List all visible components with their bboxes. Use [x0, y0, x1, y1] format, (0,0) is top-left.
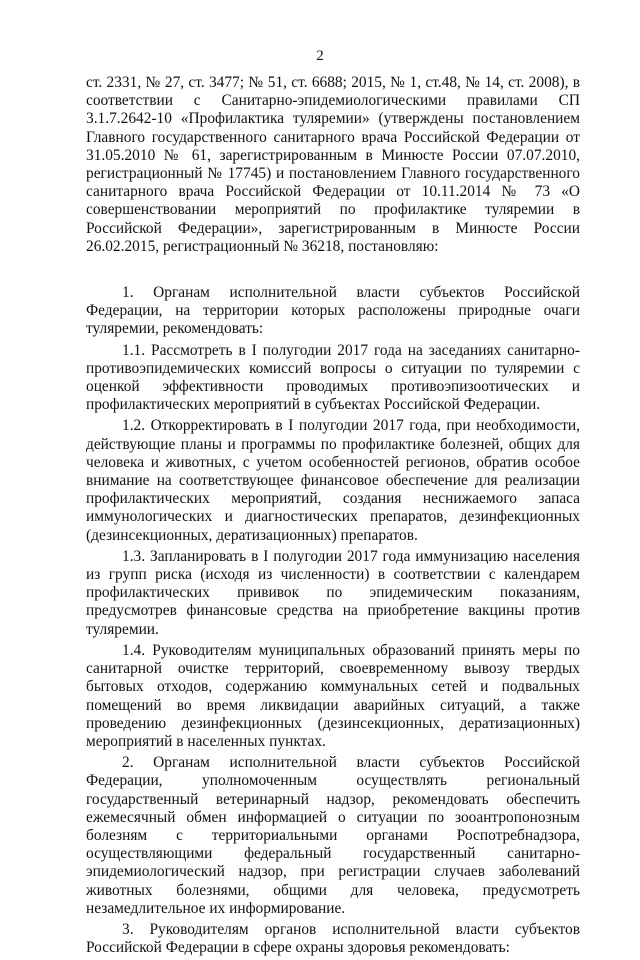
item-3-paragraph: 3. Руководителям органов исполнительной власти субъектов Российской Федерации в сфере охраны здоровья рекомендовать:	[86, 920, 580, 957]
item-1-4-paragraph: 1.4. Руководителям муниципальных образований принять меры по санитарной очистке территорий, своевременному вывозу твердых бытовых отходов, содержанию коммунальных сетей и подвальных помещений во время ликвидации аварийных ситуаций, а также проведению дезинфекционных (дезинсекционных, дератизационных) мероприятий в населенных пунктах.	[86, 641, 580, 750]
item-1-1-paragraph: 1.1. Рассмотреть в I полугодии 2017 года на заседаниях санитарно-противоэпидемических комиссий вопросы о ситуации по туляремии с оценкой эффективности проводимых противоэпизоотических и профилактических мероприятий в субъектах Российской Федерации.	[86, 341, 580, 414]
item-1-3-paragraph: 1.3. Запланировать в I полугодии 2017 года иммунизацию населения из групп риска (исходя из численности) в соответствии с календарем профилактических прививок по эпидемическим показаниям, предусмотрев финансовые средства на приобретение вакцины против туляремии.	[86, 547, 580, 638]
item-2-paragraph: 2. Органам исполнительной власти субъектов Российской Федерации, уполномоченным осуществлять региональный государственный ветеринарный надзор, рекомендовать обеспечить ежемесячный обмен информацией о ситуации по зооантропонозным болезням с территориальными органами Роспотребнадзора, осуществляющими федеральный государственный санитарно-эпидемиологический надзор, при регистрации случаев заболеваний животных болезнями, общими для человека, предусмотреть незамедлительное их информирование.	[86, 754, 580, 917]
preamble-paragraph: ст. 2331, № 27, ст. 3477; № 51, ст. 6688; 2015, № 1, ст.48, № 14, ст. 2008), в соответствии с Санитарно-эпидемиологическими правилами СП 3.1.7.2642-10 «Профилактика туляремии» (утверждены постановлением Главного государственного санитарного врача Российской Федерации от 31.05.2010 № 61, зарегистрированным в Минюсте России 07.07.2010, регистрационный № 17745) и постановлением Главного государственного санитарного врача Российской Федерации от 10.11.2014 № 73 «О совершенствовании мероприятий по профилактике туляремии в Российской Федерации», зарегистрированным в Минюсте России 26.02.2015, регистрационный № 36218, постановляю:	[86, 74, 580, 255]
document-body	[86, 74, 580, 960]
page-number: 2	[316, 48, 324, 64]
item-1-2-paragraph: 1.2. Откорректировать в I полугодии 2017 года, при необходимости, действующие планы и программы по профилактике болезней, общих для человека и животных, с учетом особенностей регионов, обратив особое внимание на соответствующее финансовое обеспечение для реализации профилактических мероприятий, создания неснижаемого запаса иммунологических и диагностических препаратов, дезинфекционных (дезинсекционных, дератизационных) препаратов.	[86, 417, 580, 544]
item-1-paragraph: 1. Органам исполнительной власти субъектов Российской Федерации, на территории которых расположены природные очаги туляремии, рекомендовать:	[86, 284, 580, 338]
